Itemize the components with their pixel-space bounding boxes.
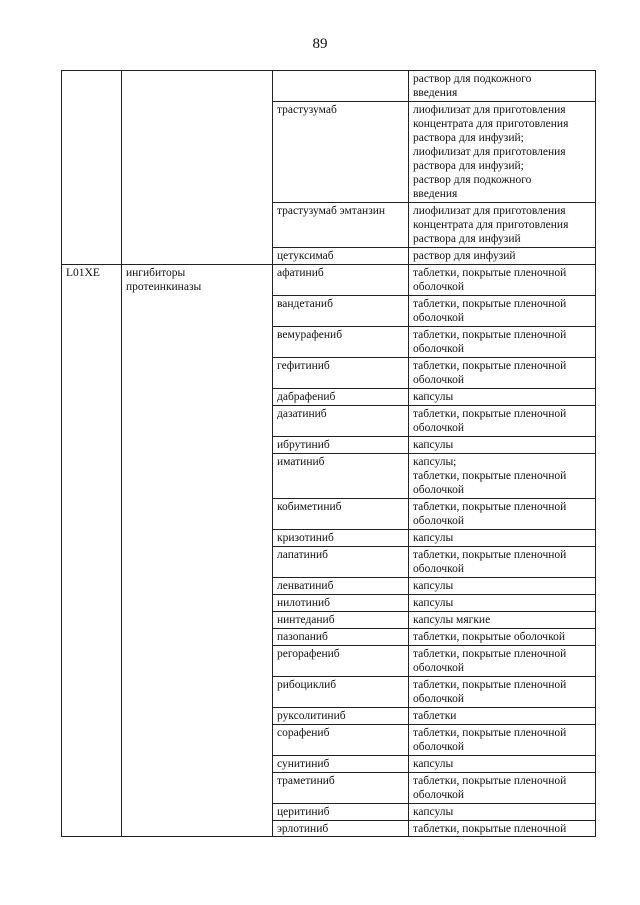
group-name-cell-continued xyxy=(122,71,273,265)
dosage-form-cell: капсулы мягкие xyxy=(409,612,596,629)
dosage-form-cell: таблетки, покрытые пленочной оболочкой xyxy=(409,646,596,677)
dosage-form-cell: капсулы xyxy=(409,530,596,547)
drug-name-cell: сунитиниб xyxy=(273,756,409,773)
dosage-form-cell: раствор для инфузий xyxy=(409,248,596,265)
drug-name-cell: афатиниб xyxy=(273,265,409,296)
dosage-form-cell: таблетки xyxy=(409,708,596,725)
dosage-form-cell: таблетки, покрытые пленочной оболочкой xyxy=(409,773,596,804)
drug-name-cell: регорафениб xyxy=(273,646,409,677)
table-row xyxy=(62,265,596,296)
drug-name-cell: нилотиниб xyxy=(273,595,409,612)
dosage-form-cell: раствор для подкожного введения xyxy=(409,71,596,102)
drug-name-cell xyxy=(273,71,409,102)
drug-name-cell: ленватиниб xyxy=(273,578,409,595)
dosage-form-cell: таблетки, покрытые пленочной оболочкой xyxy=(409,677,596,708)
dosage-form-cell: капсулы xyxy=(409,756,596,773)
atc-code-cell-continued xyxy=(62,71,122,265)
dosage-form-cell: таблетки, покрытые пленочной xyxy=(409,821,596,837)
dosage-form-cell: таблетки, покрытые пленочной оболочкой xyxy=(409,296,596,327)
drug-name-cell: вемурафениб xyxy=(273,327,409,358)
dosage-form-cell: капсулы xyxy=(409,437,596,454)
group-name-cell: ингибиторы протеинкиназы xyxy=(122,265,273,837)
dosage-form-cell: капсулы xyxy=(409,578,596,595)
drug-name-cell: кобиметиниб xyxy=(273,499,409,530)
dosage-form-cell: таблетки, покрытые пленочной оболочкой xyxy=(409,327,596,358)
drug-name-cell: лапатиниб xyxy=(273,547,409,578)
drug-name-cell: ибрутиниб xyxy=(273,437,409,454)
dosage-form-cell: таблетки, покрытые оболочкой xyxy=(409,629,596,646)
drug-name-cell: эрлотиниб xyxy=(273,821,409,837)
drug-name-cell: дабрафениб xyxy=(273,389,409,406)
dosage-form-cell: таблетки, покрытые пленочной оболочкой xyxy=(409,406,596,437)
dosage-form-cell: капсулы xyxy=(409,389,596,406)
drug-name-cell: траметиниб xyxy=(273,773,409,804)
dosage-form-cell: капсулы; таблетки, покрытые пленочной оболочкой xyxy=(409,454,596,499)
dosage-form-cell: таблетки, покрытые пленочной оболочкой xyxy=(409,358,596,389)
page-number: 89 xyxy=(312,36,328,52)
drug-name-cell: цетуксимаб xyxy=(273,248,409,265)
drug-name-cell: вандетаниб xyxy=(273,296,409,327)
drug-name-cell: рибоциклиб xyxy=(273,677,409,708)
drug-name-cell: иматиниб xyxy=(273,454,409,499)
drug-table xyxy=(61,70,596,837)
dosage-form-cell: капсулы xyxy=(409,595,596,612)
dosage-form-cell: капсулы xyxy=(409,804,596,821)
dosage-form-cell: таблетки, покрытые пленочной оболочкой xyxy=(409,725,596,756)
drug-name-cell: пазопаниб xyxy=(273,629,409,646)
drug-name-cell: кризотиниб xyxy=(273,530,409,547)
drug-name-cell: сорафениб xyxy=(273,725,409,756)
dosage-form-cell: таблетки, покрытые пленочной оболочкой xyxy=(409,499,596,530)
dosage-form-cell: лиофилизат для приготовления концентрата для приготовления раствора для инфузий; лиофилизат для приготовления раствора для инфузий; раствор для подкожного введения xyxy=(409,102,596,203)
drug-name-cell: гефитиниб xyxy=(273,358,409,389)
drug-name-cell: дазатиниб xyxy=(273,406,409,437)
dosage-form-cell: лиофилизат для приготовления концентрата для приготовления раствора для инфузий xyxy=(409,203,596,248)
dosage-form-cell: таблетки, покрытые пленочной оболочкой xyxy=(409,547,596,578)
drug-name-cell: руксолитиниб xyxy=(273,708,409,725)
table-row xyxy=(62,71,596,102)
drug-name-cell: трастузумаб xyxy=(273,102,409,203)
drug-name-cell: церитиниб xyxy=(273,804,409,821)
drug-name-cell: нинтеданиб xyxy=(273,612,409,629)
drug-name-cell: трастузумаб эмтанзин xyxy=(273,203,409,248)
dosage-form-cell: таблетки, покрытые пленочной оболочкой xyxy=(409,265,596,296)
atc-code-cell: L01XE xyxy=(62,265,122,837)
